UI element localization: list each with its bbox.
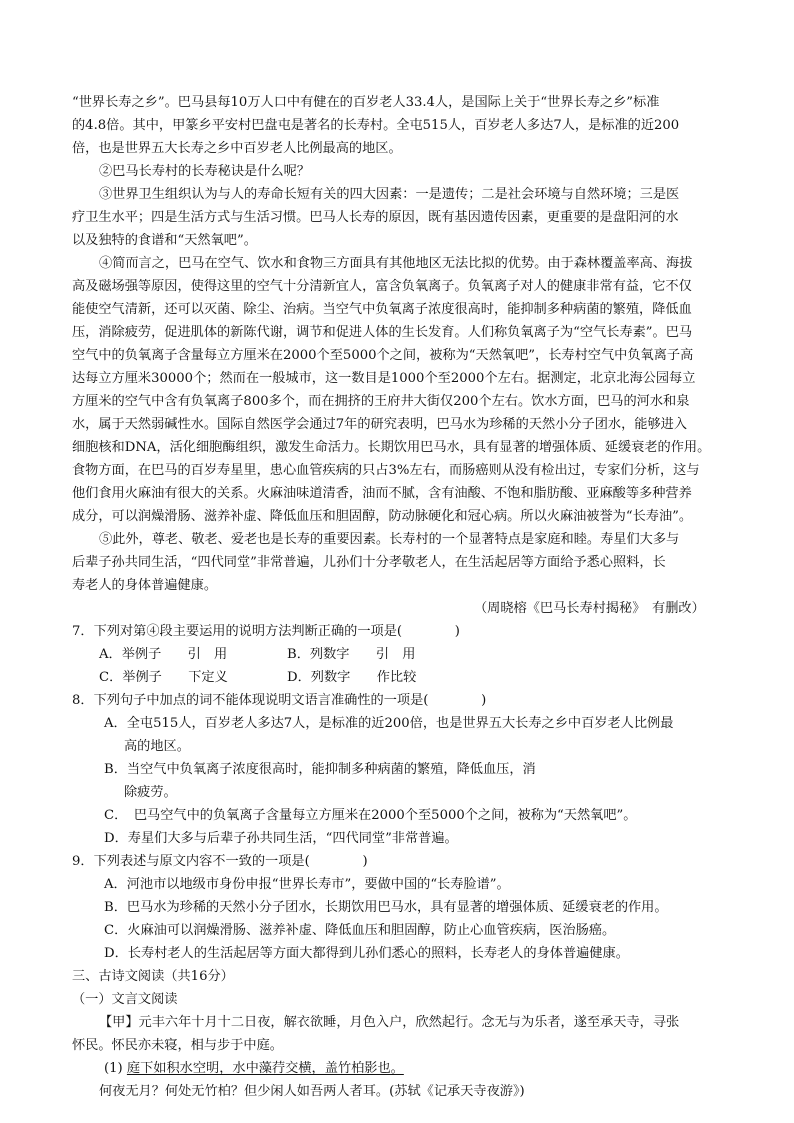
passage-p4-line-2: 高及磁场强等原因，使得这里的空气十分清新宜人，富含负氧离子。负氧离子对人的健康非常有益，它不仅: [72, 279, 692, 294]
question-9-option-b: B．巴马水为珍稀的天然小分子团水，长期饮用巴马水，具有显著的增强体质、延缓衰老的作用。: [104, 900, 668, 915]
passage-p3-line-1: ③世界卫生组织认为与人的寿命长短有关的四大因素：一是遗传；二是社会环境与自然环境；三是医: [99, 187, 680, 202]
passage-p4-line-6: 达每立方厘米30000个；然而在一般城市，这一数目是1000个至2000个左右。据测定，北京北海公园每立: [72, 371, 696, 386]
passage-p1-line-3: 倍，也是世界五大长寿之乡中百岁老人比例最高的地区。: [72, 141, 402, 156]
passage-p4-line-4: 压，消除疲劳，促进肌体的新陈代谢，调节和促进人体的生长发育。人们称负氧离子为“空气长寿素”。巴马: [72, 325, 693, 340]
passage-p4-line-11: 他们食用火麻油有很大的关系。火麻油味道清香，油而不腻，含有油酸、不饱和脂肪酸、亚麻酸等多种营养: [72, 486, 692, 501]
passage-p4-line-5: 空气中的负氧离子含量每立方厘米在2000个至5000个之间，被称为“天然氧吧”，长寿村空气中负氧离子高: [72, 348, 694, 363]
passage-p1-line-1: “世界长寿之乡”。巴马县每10万人口中有健在的百岁老人33.4人，是国际上关于“世界长寿之乡”标准: [72, 95, 660, 110]
passage-p3-line-2: 疗卫生水平；四是生活方式与生活习惯。巴马人长寿的原因，既有基因遗传因素，更重要的是盘阳河的水: [72, 210, 679, 225]
question-8-option-b-line-1: B．当空气中负氧离子浓度很高时，能抑制多种病菌的繁殖，降低血压，消: [104, 762, 536, 777]
question-9-option-a: A．河池市以地级市身份申报“世界长寿市”，要做中国的“长寿脸谱”。: [104, 877, 510, 892]
classical-text-last-line: 何夜无月？何处无竹柏？但少闲人如吾两人者耳。(苏轼《记承天寺夜游》): [99, 1084, 525, 1099]
question-7-stem: 7．下列对第④段主要运用的说明方法判断正确的一项是( ): [72, 624, 460, 639]
classical-sentence-1-text: 庭下如积水空明，水中藻荇交横，盖竹柏影也。: [126, 1061, 404, 1076]
classical-sentence-1: [104, 1061, 404, 1077]
passage-p5-line-3: 寿老人的身体普遍健康。: [72, 578, 218, 593]
passage-p4-line-1: ④简而言之，巴马在空气、饮水和食物三方面具有其他地区无法比拟的优势。由于森林覆盖率高、海拔: [99, 256, 693, 271]
question-8-option-a-line-2: 高的地区。: [124, 739, 190, 754]
question-9-option-d: D．长寿村老人的生活起居等方面大都得到儿孙们悉心的照料，长寿老人的身体普遍健康。: [104, 946, 629, 961]
passage-p5-line-1: ⑤此外，尊老、敬老、爱老也是长寿的重要因素。长寿村的一个显著特点是家庭和睦。寿星们大多与: [99, 532, 680, 547]
passage-p3-line-3: 以及独特的食谱和“天然氧吧”。: [72, 233, 257, 248]
section-3-subtitle: （一）文言文阅读: [72, 992, 178, 1007]
passage-p2: ②巴马长寿村的长寿秘诀是什么呢？: [99, 164, 310, 179]
passage-p4-line-8: 水，属于天然弱碱性水。国际自然医学会通过7年的研究表明，巴马水为珍稀的天然小分子团水，能够进入: [72, 417, 688, 432]
question-7-option-b: B．列数字 引 用: [287, 647, 416, 662]
passage-p1-line-2: 的4.8倍。其中，甲篆乡平安村巴盘屯是著名的长寿村。全屯515人，百岁老人多达7人，是标准的近200: [72, 118, 680, 133]
question-7-option-c: C．举例子 下定义: [99, 670, 228, 685]
question-8-option-a-line-1: A．全屯515人，百岁老人多达7人，是标准的近200倍，也是世界五大长寿之乡中百岁老人比例最: [104, 716, 674, 731]
classical-sentence-1-number: (1): [104, 1061, 123, 1076]
question-7-option-a: A．举例子 引 用: [99, 647, 228, 662]
passage-p4-line-12: 成分，可以润燥滑肠、滋养补虚、降低血压和胆固醇，防动脉硬化和冠心病。所以火麻油被誉为“长寿油”。: [72, 509, 693, 524]
passage-p4-line-7: 方厘米的空气中含有负氧离子800多个，而在拥挤的王府井大街仅200个左右。饮水方面，巴马的河水和泉: [72, 394, 690, 409]
passage-p4-line-3: 能使空气清新，还可以灭菌、除尘、治病。当空气中负氧离子浓度很高时，能抑制多种病菌的繁殖，降低血: [72, 302, 692, 317]
question-7-option-d: D．列数字 作比较: [287, 670, 417, 685]
passage-source: （周晓榕《巴马长寿村揭秘》 有删改）: [474, 601, 705, 616]
passage-p4-line-9: 细胞核和DNA，活化细胞酶组织，激发生命活力。长期饮用巴马水，具有显著的增强体质、延缓衰老的作用。: [72, 440, 711, 455]
question-8-option-d: D．寿星们大多与后辈子孙共同生活，“四代同堂”非常普遍。: [104, 831, 458, 846]
passage-p4-line-10: 食物方面，在巴马的百岁寿星里，患心血管疾病的只占3%左右，而肠癌则从没有检出过，专家们分析，这与: [72, 463, 700, 478]
question-9-stem: 9．下列表述与原文内容不一致的一项是( ): [72, 854, 368, 869]
passage-p5-line-2: 后辈子孙共同生活，“四代同堂”非常普遍，儿孙们十分孝敬老人，在生活起居等方面给予悉心照料，长: [72, 555, 666, 570]
question-9-option-c: C．火麻油可以润燥滑肠、滋养补虚、降低血压和胆固醇，防止心血管疾病，医治肠癌。: [104, 923, 616, 938]
classical-text-jia-line-1: 【甲】元丰六年十月十二日夜，解衣欲睡，月色入户，欣然起行。念无与为乐者，遂至承天寺，寻张: [99, 1015, 680, 1030]
classical-text-jia-line-2: 怀民。怀民亦未寝，相与步于中庭。: [72, 1038, 283, 1053]
question-8-stem: 8．下列句子中加点的词不能体现说明文语言准确性的一项是( ): [72, 693, 487, 708]
section-3-title: 三、古诗文阅读（共16分）: [72, 969, 234, 984]
question-8-option-c: C． 巴马空气中的负氧离子含量每立方厘米在2000个至5000个之间，被称为“天然氧吧”。: [104, 808, 637, 823]
question-8-option-b-line-2: 除疲劳。: [124, 785, 177, 800]
